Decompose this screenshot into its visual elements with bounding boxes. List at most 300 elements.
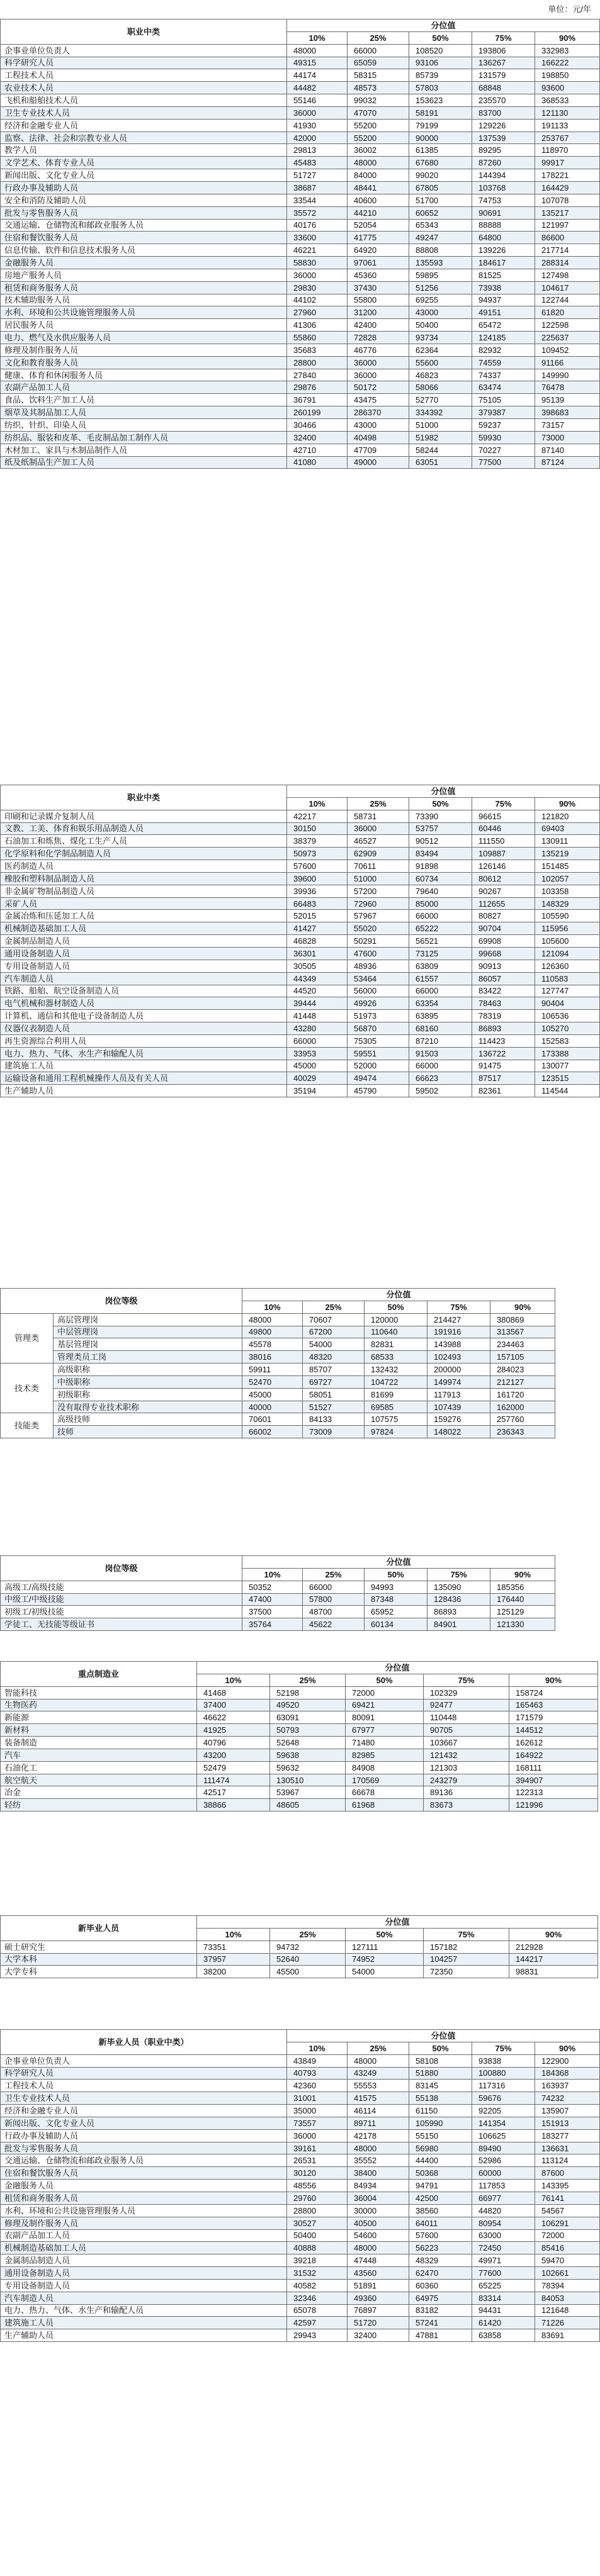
row-label: 金属冶炼和压延加工人员 — [1, 910, 287, 922]
percentile-value: 65078 — [287, 2304, 348, 2317]
percentile-value: 72000 — [535, 2229, 600, 2242]
percentile-value: 41306 — [287, 319, 348, 332]
row-label: 租赁和商务服务人员 — [1, 281, 287, 294]
percentile-value: 74232 — [535, 2092, 600, 2105]
percentile-value: 55150 — [409, 2129, 472, 2142]
percentile-value: 85000 — [409, 897, 472, 910]
percentile-value: 73351 — [197, 1940, 270, 1953]
table-row — [1, 119, 600, 132]
row-label: 批发与零售服务人员 — [1, 2142, 287, 2154]
table-row — [1, 206, 600, 219]
percentile-value: 43475 — [348, 394, 409, 406]
percentile-value: 42500 — [409, 2192, 472, 2204]
position-level-table — [0, 1288, 555, 1438]
table-row — [1, 822, 600, 835]
percentile-value: 58066 — [409, 381, 472, 394]
percentile-value: 137539 — [472, 132, 535, 144]
table-row — [1, 2167, 600, 2180]
percentile-value: 139226 — [472, 244, 535, 257]
percentile-value: 82985 — [346, 1749, 424, 1761]
percentile-value: 166222 — [535, 57, 600, 69]
row-label: 石油化工 — [1, 1761, 197, 1774]
percentile-value: 46221 — [287, 244, 348, 257]
table-row — [1, 1313, 555, 1326]
percentile-value: 30505 — [287, 960, 348, 972]
percentile-value: 77500 — [472, 456, 535, 469]
percentile-value: 49800 — [242, 1326, 303, 1338]
percentile-value: 33953 — [287, 1047, 348, 1060]
percentile-value: 30150 — [287, 822, 348, 835]
percentile-value: 130911 — [535, 835, 600, 848]
percentile-value: 41775 — [348, 232, 409, 244]
percentile-col-header: 50% — [409, 2042, 472, 2054]
percentile-value: 136722 — [472, 1047, 535, 1060]
percentile-value: 36791 — [287, 394, 348, 406]
percentile-col-header: 75% — [427, 1301, 490, 1313]
table-row — [1, 194, 600, 206]
percentile-value: 86893 — [427, 1606, 490, 1618]
percentile-value: 87600 — [535, 2167, 600, 2180]
percentile-value: 121820 — [535, 810, 600, 822]
percentile-value: 41575 — [348, 2092, 409, 2105]
percentile-value: 62909 — [348, 848, 409, 860]
percentile-value: 57600 — [287, 860, 348, 873]
percentile-col-header: 10% — [242, 1301, 303, 1313]
table-row — [1, 1401, 555, 1413]
percentile-value: 44820 — [472, 2204, 535, 2217]
percentile-value: 103667 — [424, 1737, 509, 1749]
percentile-value: 58244 — [409, 444, 472, 456]
row-label: 机械制造基础加工人员 — [1, 922, 287, 935]
table-row — [1, 947, 600, 960]
percentile-value: 41930 — [287, 119, 348, 132]
percentile-value: 87140 — [535, 444, 600, 456]
percentile-value: 72960 — [348, 897, 409, 910]
percentile-value: 48000 — [287, 44, 348, 57]
percentile-value: 37957 — [197, 1953, 270, 1966]
percentile-value: 91503 — [409, 1047, 472, 1060]
percentile-value: 144512 — [509, 1724, 598, 1737]
percentile-value: 184617 — [472, 257, 535, 269]
percentile-value: 60000 — [472, 2167, 535, 2180]
table-row — [1, 344, 600, 356]
percentile-value: 83494 — [409, 848, 472, 860]
percentile-value: 45578 — [242, 1338, 303, 1351]
percentile-value: 149974 — [427, 1375, 490, 1388]
percentile-value: 85416 — [535, 2242, 600, 2254]
percentile-value: 95139 — [535, 394, 600, 406]
percentile-value: 46776 — [348, 344, 409, 356]
percentile-value: 118970 — [535, 144, 600, 157]
table-row — [1, 2292, 600, 2304]
percentile-value: 80612 — [472, 872, 535, 885]
percentile-value: 185356 — [490, 1581, 555, 1593]
row-label: 汽车 — [1, 1749, 197, 1761]
table-row — [1, 972, 600, 985]
percentile-value: 69908 — [472, 935, 535, 948]
percentile-value: 94937 — [472, 294, 535, 306]
percentile-value: 217714 — [535, 244, 600, 257]
percentile-value: 334392 — [409, 406, 472, 419]
percentile-value: 165463 — [509, 1699, 598, 1711]
table-row — [1, 144, 600, 157]
percentile-value: 235570 — [472, 94, 535, 107]
row-label: 纺织、针织、印染人员 — [1, 419, 287, 432]
percentile-value: 83673 — [424, 1799, 509, 1812]
percentile-value: 49520 — [270, 1699, 346, 1711]
percentile-value: 214427 — [427, 1313, 490, 1326]
table-row — [1, 332, 600, 344]
percentile-value: 111474 — [197, 1774, 270, 1786]
percentile-value: 43200 — [197, 1749, 270, 1761]
row-label: 再生资源综合利用人员 — [1, 1034, 287, 1047]
percentile-value: 35764 — [242, 1618, 303, 1631]
percentile-value: 107575 — [365, 1413, 427, 1426]
percentile-value: 122900 — [535, 2054, 600, 2067]
percentile-value: 151913 — [535, 2117, 600, 2129]
percentile-value: 38400 — [348, 2167, 409, 2180]
percentile-value: 162000 — [490, 1401, 555, 1413]
percentile-value: 49247 — [409, 232, 472, 244]
percentile-value: 65222 — [409, 922, 472, 935]
row-label: 医药制造人员 — [1, 860, 287, 873]
percentile-value: 76478 — [535, 381, 600, 394]
row-label: 批发与零售服务人员 — [1, 206, 287, 219]
percentile-value: 52198 — [270, 1686, 346, 1699]
unit-note: 单位：元/年 — [548, 4, 591, 14]
percentile-value: 59676 — [472, 2092, 535, 2105]
percentile-value: 51000 — [409, 419, 472, 432]
percentile-value: 73000 — [535, 431, 600, 444]
row-label: 金融服务人员 — [1, 2180, 287, 2192]
percentile-value: 73557 — [287, 2117, 348, 2129]
percentile-value: 27840 — [287, 369, 348, 381]
percentile-value: 46828 — [287, 935, 348, 948]
table-row — [1, 872, 600, 885]
percentile-value: 81525 — [472, 269, 535, 281]
percentile-value: 55020 — [348, 922, 409, 935]
table-row — [1, 1338, 555, 1351]
percentile-header: 分位值 — [242, 1556, 555, 1569]
table-row — [1, 306, 600, 319]
percentile-value: 43000 — [348, 419, 409, 432]
percentile-value: 212928 — [509, 1940, 598, 1953]
occupation-table-2 — [0, 785, 600, 1097]
row-label: 专用设备制造人员 — [1, 960, 287, 972]
table-row — [1, 1060, 600, 1072]
percentile-value: 87348 — [365, 1593, 427, 1606]
percentile-value: 55200 — [348, 132, 409, 144]
new-graduate-occupation-table — [0, 2029, 600, 2342]
percentile-value: 83422 — [472, 985, 535, 997]
percentile-value: 99020 — [409, 169, 472, 182]
percentile-value: 51727 — [287, 169, 348, 182]
percentile-value: 32400 — [348, 2329, 409, 2342]
table-row — [1, 2105, 600, 2117]
percentile-value: 159276 — [427, 1413, 490, 1426]
percentile-value: 127498 — [535, 269, 600, 281]
percentile-value: 143988 — [427, 1338, 490, 1351]
percentile-value: 69255 — [409, 294, 472, 306]
percentile-value: 67805 — [409, 181, 472, 194]
percentile-value: 57200 — [348, 885, 409, 897]
percentile-value: 70611 — [348, 860, 409, 873]
percentile-value: 164922 — [509, 1749, 598, 1761]
percentile-value: 127111 — [346, 1940, 424, 1953]
percentile-value: 191133 — [535, 119, 600, 132]
percentile-value: 57967 — [348, 910, 409, 922]
percentile-col-header: 10% — [197, 1928, 270, 1940]
row-label: 企事业单位负责人 — [1, 44, 287, 57]
percentile-value: 54000 — [346, 1966, 424, 1978]
percentile-value: 102329 — [424, 1686, 509, 1699]
percentile-value: 51700 — [409, 194, 472, 206]
percentile-value: 107439 — [427, 1401, 490, 1413]
percentile-value: 65952 — [365, 1606, 427, 1618]
row-label: 新闻出版、文化专业人员 — [1, 169, 287, 182]
percentile-value: 332983 — [535, 44, 600, 57]
percentile-value: 68160 — [409, 1022, 472, 1035]
percentile-value: 313567 — [490, 1326, 555, 1338]
percentile-value: 91475 — [472, 1060, 535, 1072]
percentile-value: 84908 — [346, 1761, 424, 1774]
table-row — [1, 281, 600, 294]
percentile-value: 48000 — [348, 157, 409, 169]
table-row — [1, 1593, 555, 1606]
percentile-value: 40600 — [348, 194, 409, 206]
percentile-col-header: 25% — [270, 1674, 346, 1686]
percentile-value: 121130 — [535, 106, 600, 119]
row-label: 初级工/初级技能 — [1, 1606, 242, 1618]
percentile-value: 60652 — [409, 206, 472, 219]
percentile-value: 253767 — [535, 132, 600, 144]
percentile-value: 46622 — [197, 1711, 270, 1724]
percentile-col-header: 50% — [365, 1301, 427, 1313]
row-label: 居民服务人员 — [1, 319, 287, 332]
percentile-value: 107078 — [535, 194, 600, 206]
table-row — [1, 897, 600, 910]
percentile-value: 50352 — [242, 1581, 303, 1593]
row-label: 生物医药 — [1, 1699, 197, 1711]
percentile-value: 48573 — [348, 82, 409, 94]
percentile-value: 144394 — [472, 169, 535, 182]
row-label: 科学研究人员 — [1, 2067, 287, 2080]
occupation-table-1 — [0, 19, 600, 469]
percentile-value: 41468 — [197, 1686, 270, 1699]
percentile-value: 90000 — [409, 132, 472, 144]
percentile-value: 162612 — [509, 1737, 598, 1749]
percentile-value: 59502 — [409, 1085, 472, 1097]
row-label: 行政办事及辅助人员 — [1, 181, 287, 194]
percentile-value: 46114 — [348, 2105, 409, 2117]
percentile-value: 104257 — [424, 1953, 509, 1966]
percentile-value: 50793 — [270, 1724, 346, 1737]
percentile-value: 157105 — [490, 1351, 555, 1364]
percentile-value: 75105 — [472, 394, 535, 406]
percentile-col-header: 90% — [490, 1568, 555, 1581]
percentile-value: 38379 — [287, 835, 348, 848]
percentile-col-header: 90% — [509, 1674, 598, 1686]
percentile-value: 130510 — [270, 1774, 346, 1786]
percentile-value: 117913 — [427, 1388, 490, 1401]
percentile-value: 40888 — [287, 2242, 348, 2254]
row-label: 卫生专业技术人员 — [1, 2092, 287, 2105]
percentile-value: 55600 — [409, 356, 472, 369]
percentile-value: 130077 — [535, 1060, 600, 1072]
percentile-value: 111550 — [472, 835, 535, 848]
table-row — [1, 406, 600, 419]
table-row — [1, 1774, 598, 1786]
percentile-value: 112655 — [472, 897, 535, 910]
skill-level-table — [0, 1555, 555, 1631]
table-row — [1, 835, 600, 848]
percentile-value: 66000 — [287, 1034, 348, 1047]
percentile-value: 42710 — [287, 444, 348, 456]
row-label: 管理类员工岗 — [54, 1351, 242, 1364]
table-row — [1, 860, 600, 873]
percentile-value: 117316 — [472, 2080, 535, 2092]
percentile-value: 40029 — [287, 1072, 348, 1085]
percentile-value: 90404 — [535, 997, 600, 1010]
percentile-value: 61150 — [409, 2105, 472, 2117]
percentile-value: 28800 — [287, 356, 348, 369]
percentile-value: 82361 — [472, 1085, 535, 1097]
percentile-value: 74559 — [472, 356, 535, 369]
percentile-value: 35683 — [287, 344, 348, 356]
percentile-value: 148329 — [535, 897, 600, 910]
percentile-value: 90704 — [472, 922, 535, 935]
percentile-value: 35552 — [348, 2154, 409, 2167]
table-row — [1, 169, 600, 182]
table-row — [1, 848, 600, 860]
percentile-value: 184368 — [535, 2067, 600, 2080]
percentile-value: 97061 — [348, 257, 409, 269]
percentile-value: 38687 — [287, 181, 348, 194]
percentile-value: 68848 — [472, 82, 535, 94]
row-label: 计算机、通信和其他电子设备制造人员 — [1, 1010, 287, 1022]
percentile-value: 88888 — [472, 219, 535, 232]
row-label: 卫生专业技术人员 — [1, 106, 287, 119]
percentile-value: 82831 — [365, 1338, 427, 1351]
percentile-value: 93600 — [535, 82, 600, 94]
percentile-value: 45360 — [348, 269, 409, 281]
table-row — [1, 1388, 555, 1401]
table-row — [1, 1953, 598, 1966]
table-row — [1, 2279, 600, 2292]
percentile-value: 69403 — [535, 822, 600, 835]
percentile-value: 47400 — [242, 1593, 303, 1606]
table-row — [1, 1618, 555, 1631]
percentile-value: 84133 — [303, 1413, 365, 1426]
percentile-value: 57600 — [409, 2229, 472, 2242]
new-graduate-table — [0, 1915, 598, 1978]
table-row — [1, 456, 600, 469]
percentile-value: 102057 — [535, 872, 600, 885]
percentile-value: 75305 — [348, 1034, 409, 1047]
row-label: 汽车制造人员 — [1, 972, 287, 985]
percentile-value: 41448 — [287, 1010, 348, 1022]
percentile-value: 66483 — [287, 897, 348, 910]
percentile-value: 288314 — [535, 257, 600, 269]
percentile-value: 110448 — [424, 1711, 509, 1724]
percentile-value: 56870 — [348, 1022, 409, 1035]
percentile-value: 88808 — [409, 244, 472, 257]
percentile-value: 48700 — [303, 1606, 365, 1618]
percentile-value: 49926 — [348, 997, 409, 1010]
percentile-value: 96615 — [472, 810, 535, 822]
percentile-value: 60134 — [365, 1618, 427, 1631]
percentile-value: 121432 — [424, 1749, 509, 1761]
percentile-value: 151485 — [535, 860, 600, 873]
percentile-value: 103768 — [472, 181, 535, 194]
table-row — [1, 82, 600, 94]
percentile-value: 380869 — [490, 1313, 555, 1326]
percentile-header: 分位值 — [242, 1289, 555, 1301]
percentile-value: 69585 — [365, 1401, 427, 1413]
table-row — [1, 1085, 600, 1097]
percentile-value: 163937 — [535, 2080, 600, 2092]
row-label: 农业技术人员 — [1, 82, 287, 94]
percentile-value: 69421 — [346, 1699, 424, 1711]
percentile-value: 91898 — [409, 860, 472, 873]
table-row — [1, 1351, 555, 1364]
percentile-value: 39936 — [287, 885, 348, 897]
table-row — [1, 381, 600, 394]
row-label: 冶金 — [1, 1786, 197, 1799]
percentile-value: 52648 — [270, 1737, 346, 1749]
table-row — [1, 294, 600, 306]
percentile-value: 66000 — [348, 44, 409, 57]
row-label: 纸及纸制品生产加工人员 — [1, 456, 287, 469]
percentile-value: 52470 — [242, 1375, 303, 1388]
percentile-value: 49360 — [348, 2292, 409, 2304]
percentile-value: 94993 — [365, 1581, 427, 1593]
percentile-value: 48000 — [242, 1313, 303, 1326]
percentile-value: 70227 — [472, 444, 535, 456]
percentile-value: 57241 — [409, 2317, 472, 2329]
percentile-value: 51000 — [348, 872, 409, 885]
percentile-value: 51720 — [348, 2317, 409, 2329]
percentile-value: 121648 — [535, 2304, 600, 2317]
row-label: 交通运输、仓储物流和邮政业服务人员 — [1, 2154, 287, 2167]
percentile-value: 45000 — [242, 1388, 303, 1401]
row-label: 技术辅助服务人员 — [1, 294, 287, 306]
row-label: 监察、法律、社会和宗教专业人员 — [1, 132, 287, 144]
row-label: 水利、环境和公共设施管理服务人员 — [1, 2204, 287, 2217]
percentile-value: 153623 — [409, 94, 472, 107]
percentile-value: 50400 — [287, 2229, 348, 2242]
percentile-value: 40498 — [348, 431, 409, 444]
percentile-value: 66000 — [409, 910, 472, 922]
percentile-value: 86600 — [535, 232, 600, 244]
table-row — [1, 922, 600, 935]
percentile-value: 43249 — [348, 2067, 409, 2080]
percentile-value: 176440 — [490, 1593, 555, 1606]
percentile-value: 157182 — [424, 1940, 509, 1953]
percentile-value: 55138 — [409, 2092, 472, 2105]
row-label: 非金属矿物制品制造人员 — [1, 885, 287, 897]
percentile-value: 44520 — [287, 985, 348, 997]
percentile-value: 27960 — [287, 306, 348, 319]
percentile-value: 40176 — [287, 219, 348, 232]
percentile-value: 71226 — [535, 2317, 600, 2329]
percentile-value: 90267 — [472, 885, 535, 897]
percentile-value: 67200 — [303, 1326, 365, 1338]
row-label: 金属制品制造人员 — [1, 2254, 287, 2267]
percentile-value: 135090 — [427, 1581, 490, 1593]
key-manufacturing-table — [0, 1661, 598, 1812]
table-row — [1, 1606, 555, 1618]
